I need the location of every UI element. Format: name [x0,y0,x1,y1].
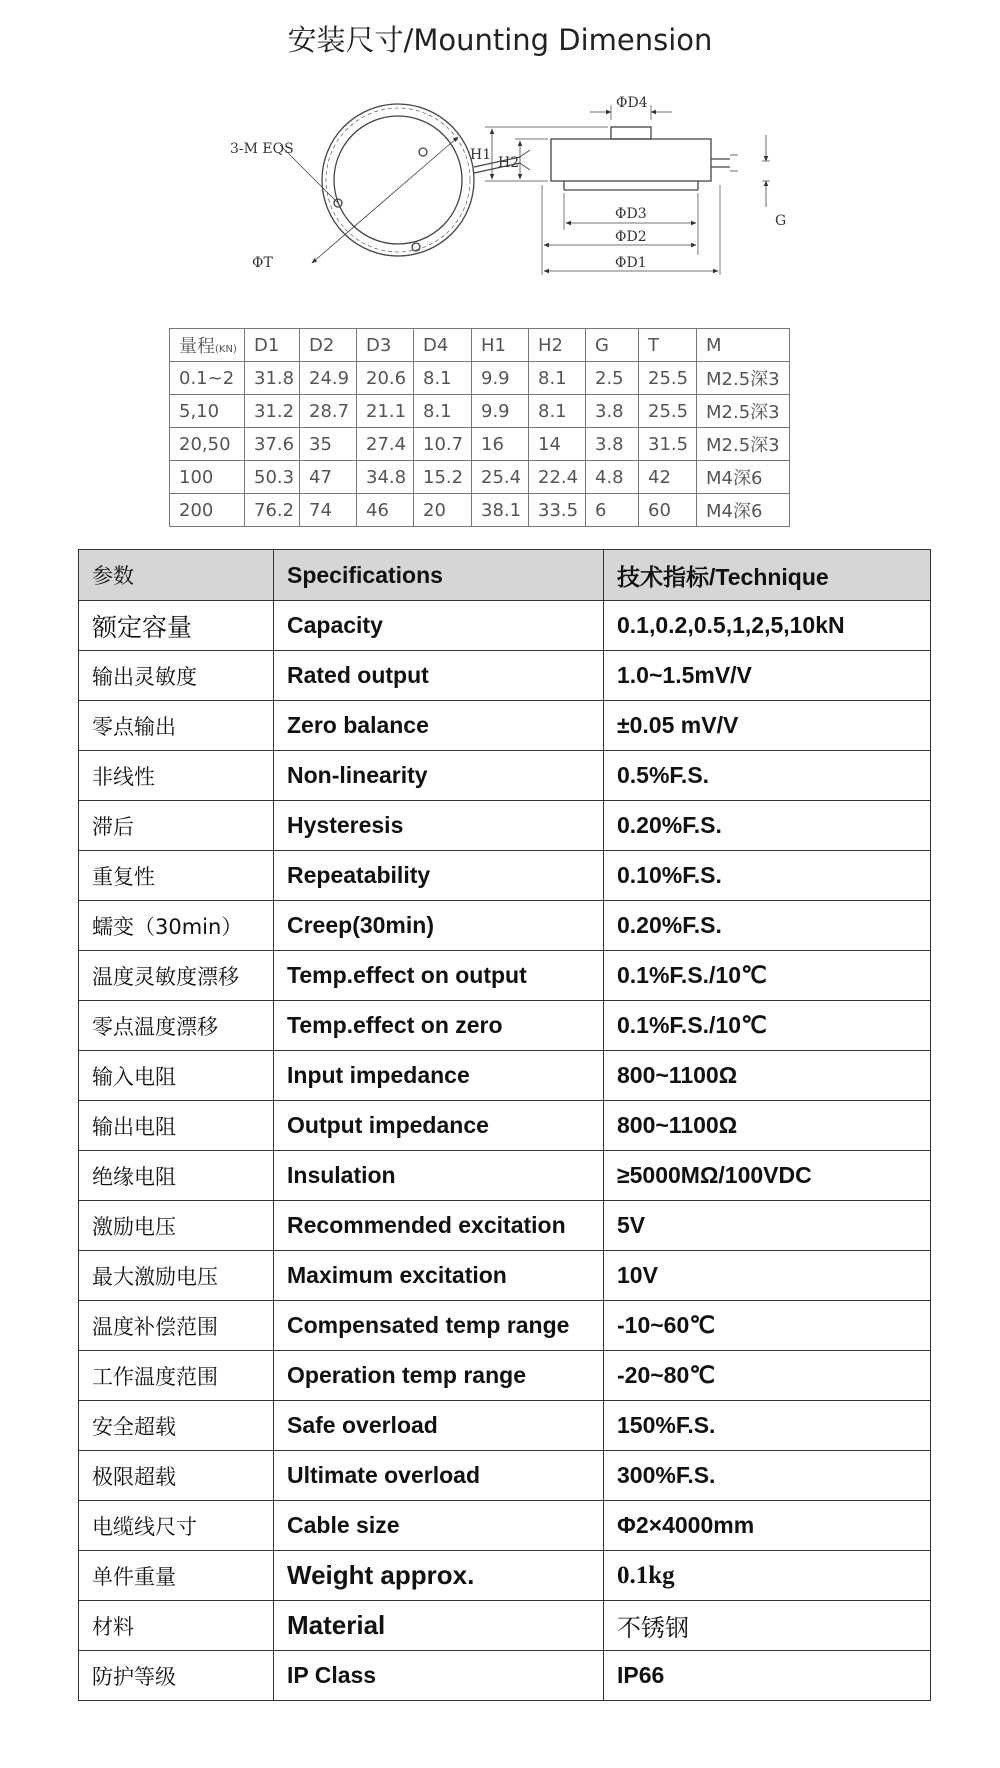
spec-row [79,1051,931,1101]
spec-param-en: Repeatability [274,851,604,901]
spec-param-cn: 输出灵敏度 [79,651,274,701]
range-cell: 200 [170,494,245,527]
spec-row [79,1401,931,1451]
spec-row [79,1251,931,1301]
dimension-row [170,362,790,395]
spec-row [79,1101,931,1151]
range-cell: 5,10 [170,395,245,428]
d3-label: ΦD3 [615,206,647,222]
dimension-cell: 31.5 [639,428,697,461]
dimension-cell: 6 [586,494,639,527]
dimension-cell: 31.8 [245,362,300,395]
spec-param-en: Temp.effect on zero [274,1001,604,1051]
dimension-col-header: M [697,329,790,362]
range-cell: 20,50 [170,428,245,461]
spec-header-row [79,550,931,601]
dimension-cell: 27.4 [357,428,414,461]
range-cell: 0.1~2 [170,362,245,395]
spec-param-cn: 蠕变（30min） [79,901,274,951]
mount-hole [419,148,427,156]
spec-row [79,701,931,751]
spec-param-cn: 激励电压 [79,1201,274,1251]
dimension-cell: M2.5深3 [697,362,790,395]
range-unit: (KN) [215,344,237,355]
spec-value: 0.1,0.2,0.5,1,2,5,10kN [604,601,931,651]
d1-label: ΦD1 [615,255,647,271]
dimension-cell: 50.3 [245,461,300,494]
dimension-cell: 25.5 [639,395,697,428]
dimension-col-header: T [639,329,697,362]
spec-value: ≥5000MΩ/100VDC [604,1151,931,1201]
spec-row [79,951,931,1001]
spec-param-en: Material [274,1601,604,1651]
spec-value: 300%F.S. [604,1451,931,1501]
spec-value: IP66 [604,1651,931,1701]
spec-param-cn: 重复性 [79,851,274,901]
dimension-cell: 10.7 [414,428,472,461]
dimension-cell: 60 [639,494,697,527]
spec-row [79,851,931,901]
spec-value: 800~1100Ω [604,1101,931,1151]
dimension-cell: 8.1 [414,395,472,428]
dimension-cell: 21.1 [357,395,414,428]
spec-param-cn: 输出电阻 [79,1101,274,1151]
spec-param-en: Maximum excitation [274,1251,604,1301]
dimension-cell: 31.2 [245,395,300,428]
dimension-cell: 2.5 [586,362,639,395]
h1-label: H1 [470,147,492,163]
dimension-cell: 20.6 [357,362,414,395]
spec-param-cn: 非线性 [79,751,274,801]
spec-param-en: Compensated temp range [274,1301,604,1351]
h2-label: H2 [498,155,520,171]
dimension-cell: 25.5 [639,362,697,395]
dimension-cell: M2.5深3 [697,428,790,461]
dimension-cell: 37.6 [245,428,300,461]
spec-param-en: Hysteresis [274,801,604,851]
dimension-table [169,328,790,527]
spec-param-en: Recommended excitation [274,1201,604,1251]
spec-value: 0.1%F.S./10℃ [604,951,931,1001]
d2-label: ΦD2 [615,229,647,245]
spec-row [79,1201,931,1251]
spec-row [79,1601,931,1651]
dimension-cell: 46 [357,494,414,527]
spec-value: 800~1100Ω [604,1051,931,1101]
spec-value: 0.10%F.S. [604,851,931,901]
spec-param-cn: 极限超载 [79,1451,274,1501]
dimension-cell: M4深6 [697,494,790,527]
spec-value: 0.1kg [604,1551,931,1601]
spec-value: 0.20%F.S. [604,901,931,951]
spec-value: 5V [604,1201,931,1251]
dimension-cell: 25.4 [472,461,529,494]
spec-row [79,1301,931,1351]
spec-param-en: IP Class [274,1651,604,1701]
spec-param-en: Capacity [274,601,604,651]
spec-value: 不锈钢 [604,1601,931,1651]
spec-value: 1.0~1.5mV/V [604,651,931,701]
dimension-cell: 33.5 [529,494,586,527]
spec-param-en: Rated output [274,651,604,701]
dimension-cell: 8.1 [529,395,586,428]
dimension-cell: 34.8 [357,461,414,494]
dimension-col-header: D3 [357,329,414,362]
dimension-header-row [170,329,790,362]
spec-row [79,601,931,651]
side-view [485,105,770,275]
dimension-cell: M2.5深3 [697,395,790,428]
dimension-cell: 15.2 [414,461,472,494]
dimension-col-header: G [586,329,639,362]
spec-param-en: Ultimate overload [274,1451,604,1501]
t-label: ΦT [252,255,273,271]
dimension-row [170,428,790,461]
spec-param-en: Temp.effect on output [274,951,604,1001]
d4-label: ΦD4 [616,95,648,111]
spec-row [79,1651,931,1701]
spec-param-cn: 额定容量 [79,601,274,651]
dimension-cell: 76.2 [245,494,300,527]
spec-value: ±0.05 mV/V [604,701,931,751]
spec-param-en: Weight approx. [274,1551,604,1601]
spec-param-cn: 温度灵敏度漂移 [79,951,274,1001]
dimension-row [170,395,790,428]
spec-param-en: Creep(30min) [274,901,604,951]
spec-header-technique: 技术指标/Technique [604,550,931,601]
dimension-cell: 16 [472,428,529,461]
spec-param-cn: 防护等级 [79,1651,274,1701]
spec-row [79,751,931,801]
spec-row [79,901,931,951]
spec-param-en: Cable size [274,1501,604,1551]
spec-value: 0.20%F.S. [604,801,931,851]
spec-value: -10~60℃ [604,1301,931,1351]
spec-param-en: Output impedance [274,1101,604,1151]
range-header: 量程(KN) [170,329,245,362]
dimension-cell: 22.4 [529,461,586,494]
mounting-drawing [230,95,850,320]
spec-param-cn: 温度补偿范围 [79,1301,274,1351]
spec-value: -20~80℃ [604,1351,931,1401]
dimension-cell: 74 [300,494,357,527]
spec-param-cn: 零点温度漂移 [79,1001,274,1051]
dimension-col-header: D2 [300,329,357,362]
spec-header-specifications: Specifications [274,550,604,601]
spec-param-cn: 安全超载 [79,1401,274,1451]
dimension-cell: 47 [300,461,357,494]
dimension-row [170,461,790,494]
spec-param-en: Input impedance [274,1051,604,1101]
spec-value: 0.1%F.S./10℃ [604,1001,931,1051]
top-view [280,104,530,263]
dimension-cell: 20 [414,494,472,527]
dimension-col-header: D1 [245,329,300,362]
spec-header-param: 参数 [79,550,274,601]
dimension-cell: 3.8 [586,428,639,461]
dimension-cell: 8.1 [414,362,472,395]
spec-row [79,801,931,851]
spec-param-cn: 零点输出 [79,701,274,751]
spec-value: 10V [604,1251,931,1301]
dimension-cell: 14 [529,428,586,461]
dimension-cell: 8.1 [529,362,586,395]
spec-row [79,1151,931,1201]
spec-param-cn: 单件重量 [79,1551,274,1601]
spec-param-cn: 材料 [79,1601,274,1651]
spec-value: 0.5%F.S. [604,751,931,801]
dimension-row [170,494,790,527]
spec-param-en: Zero balance [274,701,604,751]
spec-param-cn: 绝缘电阻 [79,1151,274,1201]
dimension-cell: 38.1 [472,494,529,527]
spec-param-cn: 电缆线尺寸 [79,1501,274,1551]
spec-param-en: Non-linearity [274,751,604,801]
spec-value: Φ2×4000mm [604,1501,931,1551]
dimension-cell: 42 [639,461,697,494]
dimension-cell: 4.8 [586,461,639,494]
g-label: G [775,213,787,229]
dimension-cell: 24.9 [300,362,357,395]
spec-row [79,651,931,701]
spec-row [79,1351,931,1401]
range-cell: 100 [170,461,245,494]
spec-param-cn: 滞后 [79,801,274,851]
dimension-cell: 3.8 [586,395,639,428]
spec-param-en: Operation temp range [274,1351,604,1401]
spec-param-cn: 输入电阻 [79,1051,274,1101]
spec-value: 150%F.S. [604,1401,931,1451]
spec-row [79,1501,931,1551]
spec-row [79,1551,931,1601]
spec-param-cn: 工作温度范围 [79,1351,274,1401]
dimension-cell: 9.9 [472,362,529,395]
spec-row [79,1451,931,1501]
dimension-cell: 28.7 [300,395,357,428]
spec-param-en: Insulation [274,1151,604,1201]
screw-label: 3-M EQS [230,141,294,157]
spec-param-cn: 最大激励电压 [79,1251,274,1301]
spec-row [79,1001,931,1051]
dimension-cell: M4深6 [697,461,790,494]
spec-param-en: Safe overload [274,1401,604,1451]
dimension-col-header: D4 [414,329,472,362]
dimension-cell: 9.9 [472,395,529,428]
dimension-col-header: H1 [472,329,529,362]
spec-table [78,549,931,1701]
dimension-col-header: H2 [529,329,586,362]
page-title: 安装尺寸/Mounting Dimension [287,23,713,57]
dimension-cell: 35 [300,428,357,461]
